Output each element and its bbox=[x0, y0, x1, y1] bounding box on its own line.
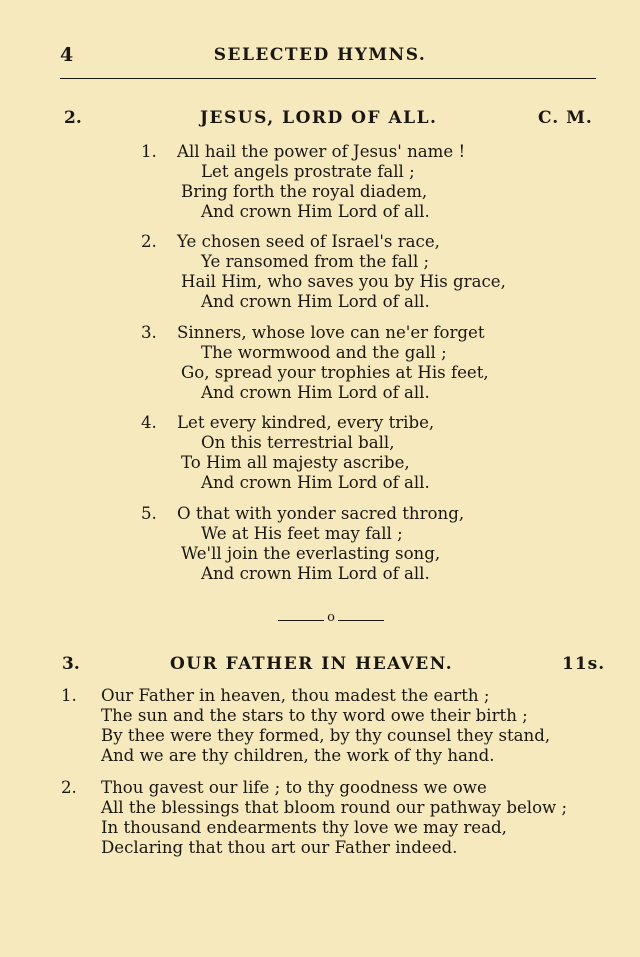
verse-line: In thousand endearments thy love we may read, bbox=[101, 818, 507, 837]
verse-line: Bring forth the royal diadem, bbox=[181, 182, 428, 201]
verse-line: Let angels prostrate fall ; bbox=[201, 162, 415, 181]
page-number: 4 bbox=[60, 44, 74, 66]
divider-rule-left bbox=[278, 620, 324, 621]
verse-line: Let every kindred, every tribe, bbox=[177, 413, 435, 432]
running-title: SELECTED HYMNS. bbox=[213, 45, 427, 65]
hymn-number: 3. bbox=[62, 654, 80, 674]
section-divider bbox=[278, 610, 384, 627]
hymn-1-verses bbox=[0, 142, 640, 592]
hymn-number: 2. bbox=[64, 108, 82, 128]
verse-number: 4. bbox=[141, 413, 157, 432]
verse-line: We'll join the everlasting song, bbox=[181, 544, 441, 563]
verse-line: The wormwood and the gall ; bbox=[201, 343, 447, 362]
verse-line: And crown Him Lord of all. bbox=[201, 292, 430, 311]
divider-ornament: o bbox=[327, 610, 335, 625]
hymn-title: JESUS, LORD OF ALL. bbox=[200, 108, 438, 128]
hymn-2-heading bbox=[0, 654, 640, 680]
verse-number: 5. bbox=[141, 504, 157, 523]
verse-number: 1. bbox=[141, 142, 157, 161]
verse-line: Ye ransomed from the fall ; bbox=[201, 252, 430, 271]
running-head bbox=[0, 44, 640, 68]
verse-line: And crown Him Lord of all. bbox=[201, 564, 430, 583]
verse-line: Go, spread your trophies at His feet, bbox=[181, 363, 489, 382]
verse-line: And crown Him Lord of all. bbox=[201, 202, 430, 221]
hymn-1-heading bbox=[0, 108, 640, 134]
verse-line: And we are thy children, the work of thy hand. bbox=[101, 746, 495, 765]
hymn-meter: 11s. bbox=[562, 654, 606, 674]
verse-line: Declaring that thou art our Father indeed. bbox=[101, 838, 458, 857]
verse-line: Hail Him, who saves you by His grace, bbox=[181, 272, 506, 291]
verse-line: To Him all majesty ascribe, bbox=[181, 453, 410, 472]
verse-line: And crown Him Lord of all. bbox=[201, 473, 430, 492]
verse-line: Our Father in heaven, thou madest the earth ; bbox=[101, 686, 490, 705]
verse-line: We at His feet may fall ; bbox=[201, 524, 403, 543]
verse-number: 3. bbox=[141, 323, 157, 342]
header-rule bbox=[60, 78, 596, 79]
verse-line: By thee were they formed, by thy counsel they stand, bbox=[101, 726, 551, 745]
verse-number: 1. bbox=[61, 686, 77, 705]
hymn-meter: C. M. bbox=[538, 108, 593, 128]
verse-line: And crown Him Lord of all. bbox=[201, 383, 430, 402]
divider-rule-right bbox=[338, 620, 384, 621]
verse-number: 2. bbox=[61, 778, 77, 797]
verse-line: All the blessings that bloom round our pathway below ; bbox=[101, 798, 568, 817]
verse-number: 2. bbox=[141, 232, 157, 251]
verse-line: The sun and the stars to thy word owe their birth ; bbox=[101, 706, 528, 725]
verse-line: Sinners, whose love can ne'er forget bbox=[177, 323, 485, 342]
verse-line: Ye chosen seed of Israel's race, bbox=[177, 232, 440, 251]
verse-line: All hail the power of Jesus' name ! bbox=[177, 142, 466, 161]
hymn-2-verses bbox=[0, 686, 640, 866]
verse-line: Thou gavest our life ; to thy goodness we owe bbox=[101, 778, 487, 797]
hymn-title: OUR FATHER IN HEAVEN. bbox=[170, 654, 454, 674]
verse-line: On this terrestrial ball, bbox=[201, 433, 395, 452]
verse-line: O that with yonder sacred throng, bbox=[177, 504, 465, 523]
